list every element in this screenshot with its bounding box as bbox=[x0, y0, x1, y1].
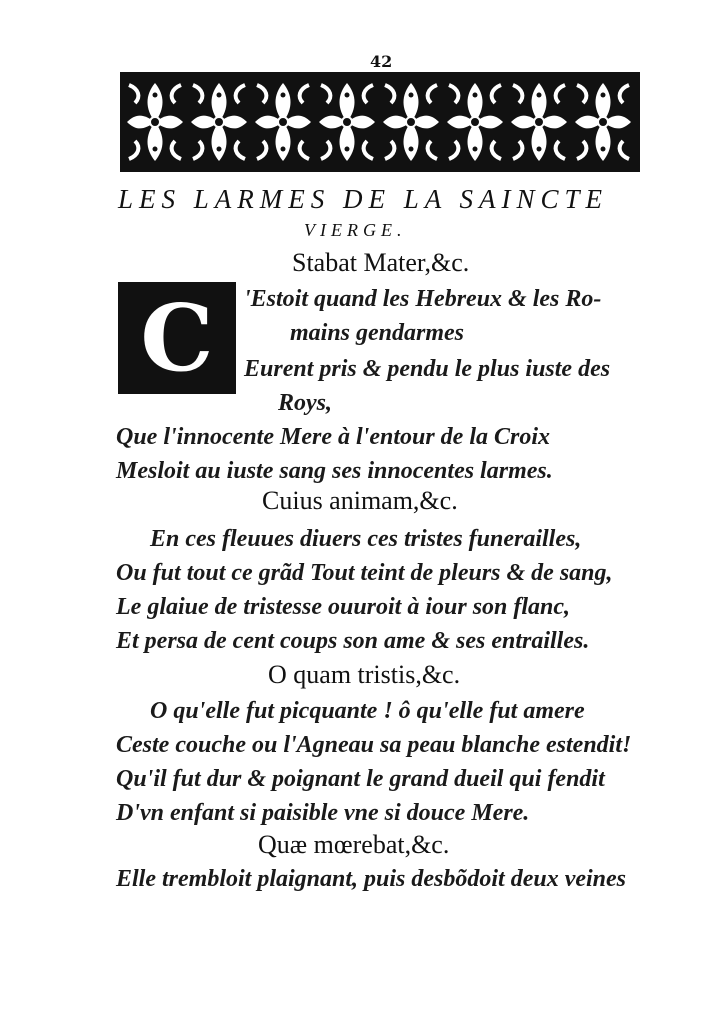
verse-line: Eurent pris & pendu le plus iuste des bbox=[244, 356, 611, 382]
verse-line: Et persa de cent coups son ame & ses entrailles. bbox=[116, 628, 590, 654]
section-heading: O quam tristis,&c. bbox=[268, 660, 461, 689]
decorated-initial bbox=[118, 282, 236, 394]
floral-ornament-icon bbox=[123, 75, 637, 169]
verse-line: Ou fut tout ce grãd Tout teint de pleurs & de sang, bbox=[116, 560, 613, 586]
section-heading: Stabat Mater,&c. bbox=[292, 248, 470, 277]
verse-line: Qu'il fut dur & poignant le grand dueil qui fendit bbox=[116, 766, 605, 792]
page-number: 42 bbox=[370, 52, 393, 71]
verse-line: mains gendarmes bbox=[290, 320, 465, 346]
chapter-title-continued: VIERGE. bbox=[304, 220, 407, 240]
section-heading: Quæ mœrebat,&c. bbox=[258, 830, 450, 859]
verse-line: Ceste couche ou l'Agneau sa peau blanche estendit! bbox=[116, 732, 632, 758]
verse-line: Roys, bbox=[278, 390, 332, 416]
verse-line: 'Estoit quand les Hebreux & les Ro- bbox=[244, 286, 602, 312]
verse-line: Elle trembloit plaignant, puis desbõdoit deux veines bbox=[116, 866, 627, 892]
verse-line: D'vn enfant si paisible vne si douce Mere. bbox=[116, 800, 530, 826]
verse-line: Que l'innocente Mere à l'entour de la Croix bbox=[116, 424, 551, 450]
initial-letter: C bbox=[140, 284, 214, 392]
verse-line: O qu'elle fut picquante ! ô qu'elle fut amere bbox=[150, 698, 585, 724]
verse-line: Le glaiue de tristesse ouuroit à iour son flanc, bbox=[116, 594, 571, 620]
verse-line: En ces fleuues diuers ces tristes funerailles, bbox=[150, 526, 582, 552]
section-heading: Cuius animam,&c. bbox=[262, 486, 458, 515]
ornamental-header-band bbox=[120, 72, 640, 172]
verse-line: Mesloit au iuste sang ses innocentes larmes. bbox=[116, 458, 553, 484]
chapter-title: LES LARMES DE LA SAINCTE bbox=[118, 184, 609, 214]
